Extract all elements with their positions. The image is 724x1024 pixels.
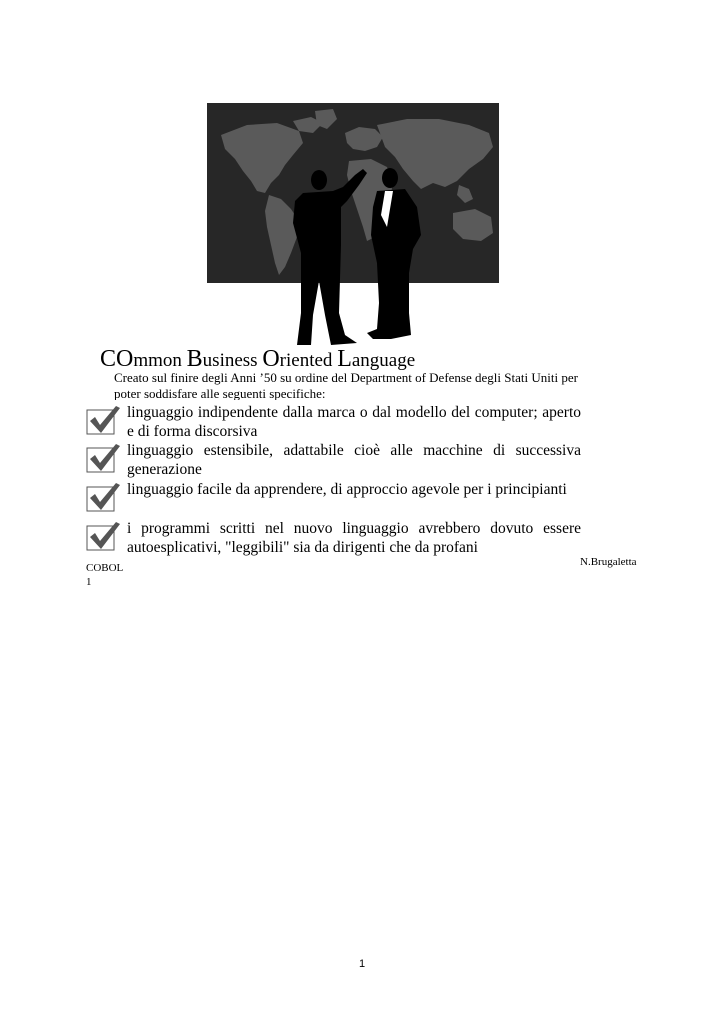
- title-part: usiness: [202, 350, 263, 371]
- title-part: O: [262, 346, 280, 372]
- title-part: riented: [279, 350, 338, 371]
- intro-text: Creato sul finire degli Anni ’50 su ordine del Department of Defense degli Stati Uniti per poter soddisfare alle seguenti specifiche:: [114, 370, 578, 400]
- world-map-illustration: [207, 103, 499, 348]
- bullet-text: linguaggio indipendente dalla marca o dal modello del computer; aperto e di forma discorsiva: [127, 404, 581, 440]
- course-label: COBOL: [86, 562, 124, 574]
- page-number: 1: [358, 958, 366, 970]
- bullet-text: linguaggio estensibile, adattabile cioè alle macchine di successiva generazione: [127, 442, 581, 478]
- bullet-text: i programmi scritti nel nuovo linguaggio avrebbero dovuto essere autoesplicativi, "leggibili" sia da dirigenti che da profani: [127, 520, 581, 556]
- title-part: CO: [100, 346, 134, 372]
- title-part: L: [337, 346, 352, 372]
- slide-number: 1: [86, 576, 92, 588]
- author-label: N.Brugaletta: [580, 556, 637, 568]
- bullet-text: linguaggio facile da apprendere, di approccio agevole per i principianti: [127, 481, 567, 498]
- title-part: B: [186, 346, 203, 372]
- checkmark-icon: [86, 443, 124, 473]
- checkmark-icon: [86, 482, 124, 512]
- checkmark-icon: [86, 521, 124, 551]
- checkmark-icon: [86, 405, 124, 435]
- title-part: mmon: [133, 350, 187, 371]
- slide-footer: [86, 561, 123, 589]
- title-part: anguage: [351, 350, 416, 371]
